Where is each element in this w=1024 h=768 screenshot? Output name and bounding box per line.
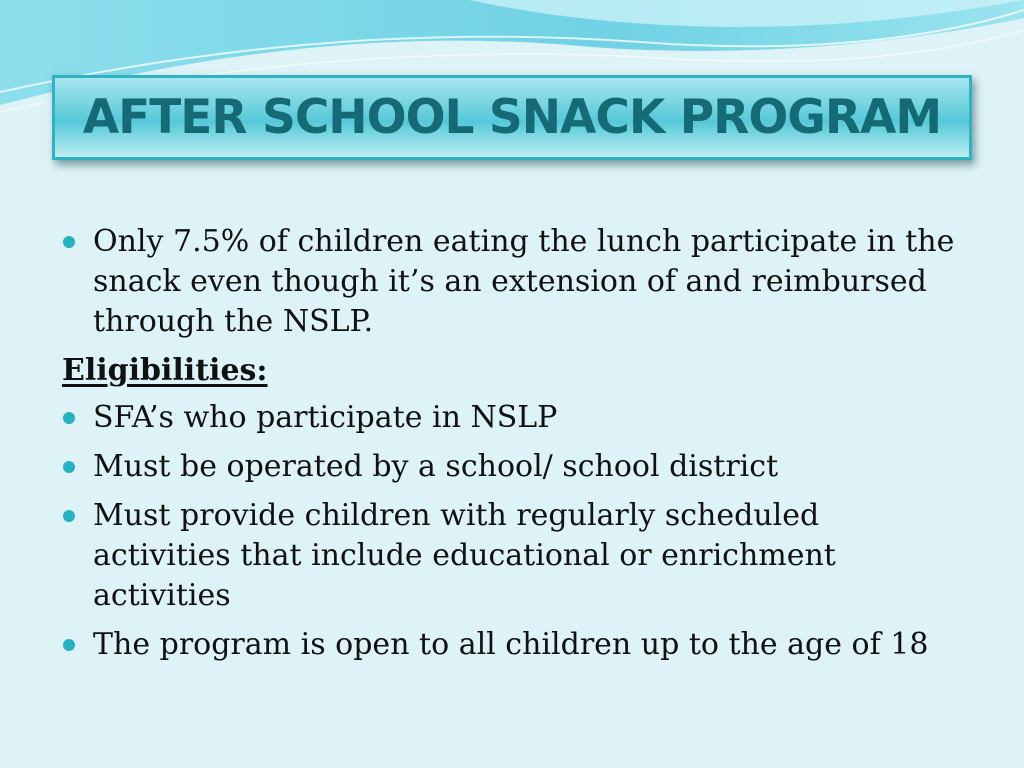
bullet-item (62, 625, 962, 665)
bullet-text: SFA’s who participate in NSLP (93, 400, 558, 435)
bullet-item (62, 496, 962, 616)
bullet-item (62, 398, 962, 438)
section-heading: Eligibilities: (62, 353, 268, 388)
slide-body (62, 222, 962, 674)
bullet-text: Must be operated by a school/ school district (93, 449, 779, 484)
slide-title: AFTER SCHOOL SNACK PROGRAM (82, 90, 942, 145)
bullet-text: Only 7.5% of children eating the lunch participate in the snack even though it’s an extension of and reimbursed through the NSLP. (93, 224, 955, 339)
bullet-dot-icon (63, 510, 75, 522)
bullet-dot-icon (63, 412, 75, 424)
bullet-text: Must provide children with regularly scheduled activities that include educational or enrichment activities (93, 498, 836, 613)
bullet-dot-icon (63, 639, 75, 651)
bullet-item (62, 222, 962, 342)
title-banner (52, 75, 972, 160)
bullet-item (62, 447, 962, 487)
bullet-dot-icon (63, 236, 75, 248)
bullet-dot-icon (63, 461, 75, 473)
bullet-text: The program is open to all children up to the age of 18 (93, 627, 929, 662)
